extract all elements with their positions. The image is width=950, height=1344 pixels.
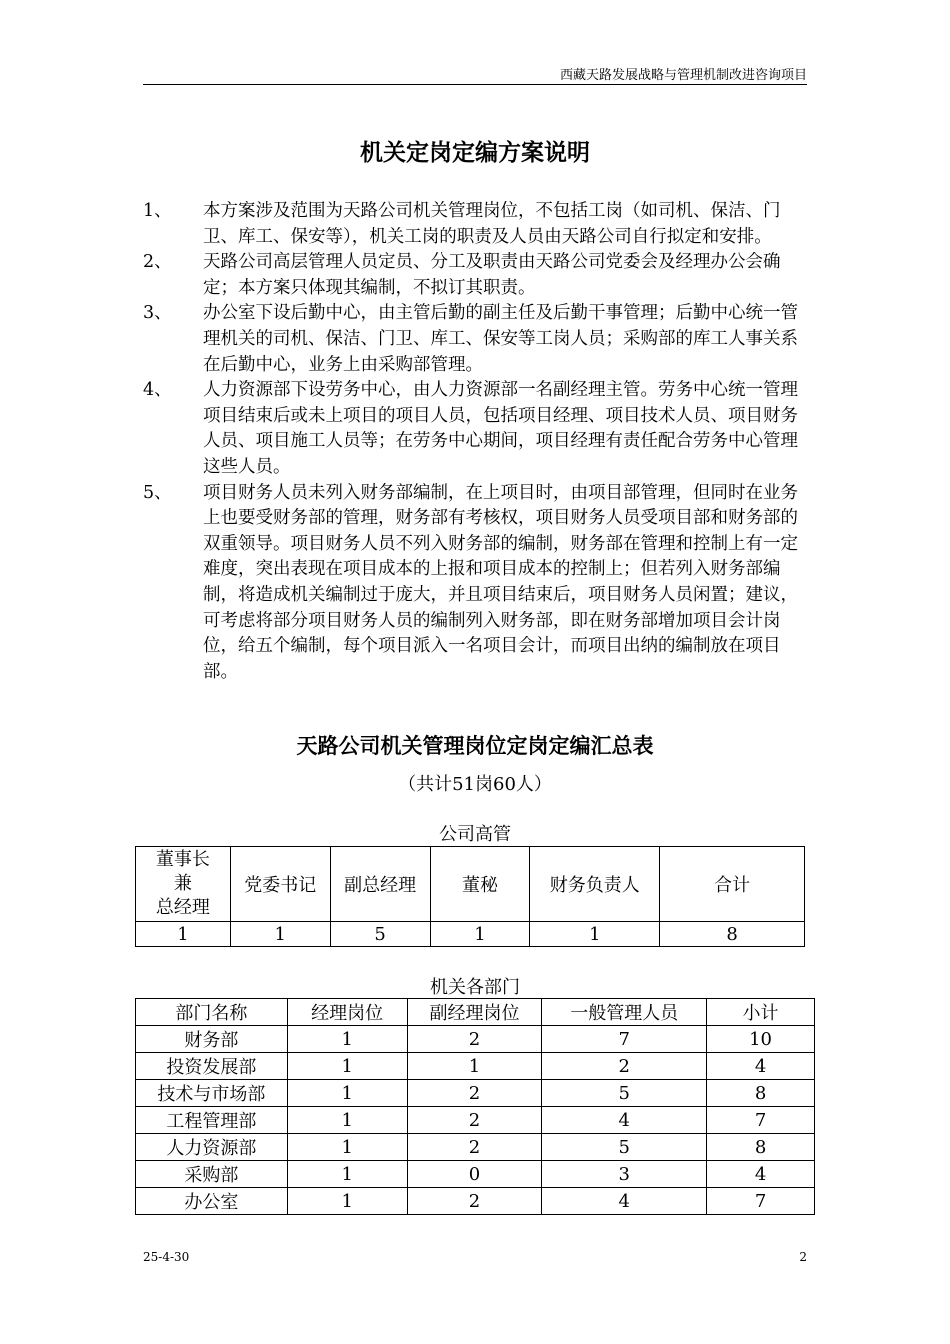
list-item xyxy=(143,301,808,378)
table-cell: 1 xyxy=(287,1161,407,1188)
table-cell: 7 xyxy=(707,1188,815,1215)
table-cell: 1 xyxy=(287,1026,407,1053)
table-header-cell: 党委书记 xyxy=(230,847,330,922)
note-text: 办公室下设后勤中心，由主管后勤的副主任及后勤干事管理；后勤中心统一管理机关的司机、保洁、门卫、库工、保安等工岗人员；采购部的库工人事关系在后勤中心，业务上由采购部管理。 xyxy=(203,303,798,375)
note-number: 2、 xyxy=(143,252,172,273)
page-number: 2 xyxy=(799,1250,807,1264)
table-cell: 4 xyxy=(707,1161,815,1188)
header-project: 西藏天路发展战略与管理机制改进咨询项目 xyxy=(559,68,807,83)
table-cell: 2 xyxy=(542,1053,707,1080)
list-item xyxy=(143,250,808,301)
table-cell: 投资发展部 xyxy=(136,1053,288,1080)
page-title: 机关定岗定编方案说明 xyxy=(360,140,590,166)
note-number: 5、 xyxy=(143,482,172,503)
table-header-row xyxy=(136,999,815,1026)
note-text: 本方案涉及范围为天路公司机关管理岗位，不包括工岗（如司机、保洁、门卫、库工、保安等），机关工岗的职责及人员由天路公司自行拟定和安排。 xyxy=(203,201,781,247)
table-header-cell: 董秘 xyxy=(430,847,530,922)
table-cell: 3 xyxy=(542,1161,707,1188)
table-row xyxy=(136,1161,815,1188)
table-cell: 技术与市场部 xyxy=(136,1080,288,1107)
table-row xyxy=(136,1188,815,1215)
table-cell: 4 xyxy=(707,1053,815,1080)
exec-table-caption: 公司高管 xyxy=(439,824,511,845)
table-header-row xyxy=(136,847,805,922)
table-cell: 人力资源部 xyxy=(136,1134,288,1161)
table-cell: 2 xyxy=(407,1026,542,1053)
table-cell: 2 xyxy=(407,1107,542,1134)
table-header-cell: 财务负责人 xyxy=(530,847,660,922)
table-cell: 7 xyxy=(542,1026,707,1053)
table-cell: 8 xyxy=(660,922,805,947)
table-row xyxy=(136,1026,815,1053)
table-cell: 工程管理部 xyxy=(136,1107,288,1134)
table-cell: 5 xyxy=(542,1080,707,1107)
table-cell: 0 xyxy=(407,1161,542,1188)
table-cell: 1 xyxy=(430,922,530,947)
list-item xyxy=(143,378,808,480)
footer-date: 25-4-30 xyxy=(143,1250,190,1264)
note-text: 项目财务人员未列入财务部编制，在上项目时，由项目部管理，但同时在业务上也要受财务部的管理，财务部有考核权，项目财务人员受项目部和财务部的双重领导。项目财务人员不列入财务部的编制，财务部在管理和控制上有一定难度，突出表现在项目成本的上报和项目成本的控制上；但若列入财务部编制，将造成机关编制过于庞大，并且项目结束后，项目财务人员闲置；建议，可考虑将部分项目财务人员的编制列入财务部，即在财务部增加项目会计岗位，给五个编制，每个项目派入一名项目会计，而项目出纳的编制放在项目部。 xyxy=(203,482,798,682)
table-cell: 1 xyxy=(230,922,330,947)
summary-subtitle: （共计51岗60人） xyxy=(398,774,552,795)
note-text: 天路公司高层管理人员定员、分工及职责由天路公司党委会及经理办公会确定；本方案只体现其编制，不拟订其职责。 xyxy=(203,252,781,298)
table-cell: 8 xyxy=(707,1080,815,1107)
table-cell: 2 xyxy=(407,1134,542,1161)
table-cell: 5 xyxy=(542,1134,707,1161)
table-cell: 1 xyxy=(287,1080,407,1107)
table-header-cell: 副总经理 xyxy=(330,847,430,922)
table-row xyxy=(136,1107,815,1134)
table-row xyxy=(136,1053,815,1080)
note-number: 4、 xyxy=(143,380,172,401)
table-cell: 1 xyxy=(530,922,660,947)
header-line: 兼 xyxy=(173,873,192,894)
table-cell: 1 xyxy=(407,1053,542,1080)
header-line: 董事长 xyxy=(155,849,210,870)
table-cell: 10 xyxy=(707,1026,815,1053)
table-cell: 1 xyxy=(287,1107,407,1134)
table-row xyxy=(136,922,805,947)
table-header-cell: 副经理岗位 xyxy=(407,999,542,1026)
table-header-cell: 经理岗位 xyxy=(287,999,407,1026)
summary-title: 天路公司机关管理岗位定岗定编汇总表 xyxy=(296,734,654,758)
table-cell: 4 xyxy=(542,1188,707,1215)
table-cell: 1 xyxy=(287,1053,407,1080)
header-divider xyxy=(143,84,807,85)
table-cell: 2 xyxy=(407,1080,542,1107)
list-item xyxy=(143,481,808,686)
table-cell: 7 xyxy=(707,1107,815,1134)
exec-table xyxy=(135,846,805,947)
table-header-cell: 小计 xyxy=(707,999,815,1026)
table-cell: 4 xyxy=(542,1107,707,1134)
list-item xyxy=(143,199,808,250)
table-cell: 1 xyxy=(287,1134,407,1161)
table-row xyxy=(136,1080,815,1107)
dept-table xyxy=(135,998,815,1215)
header-line: 总经理 xyxy=(155,897,210,918)
table-cell: 财务部 xyxy=(136,1026,288,1053)
table-cell: 1 xyxy=(287,1188,407,1215)
note-number: 3、 xyxy=(143,303,172,324)
note-text: 人力资源部下设劳务中心，由人力资源部一名副经理主管。劳务中心统一管理项目结束后或未上项目的项目人员，包括项目经理、项目技术人员、项目财务人员、项目施工人员等；在劳务中心期间，项目经理有责任配合劳务中心管理这些人员。 xyxy=(203,380,798,477)
dept-table-caption: 机关各部门 xyxy=(430,977,520,998)
dept-table-body xyxy=(136,1026,815,1215)
table-header-cell xyxy=(136,847,231,922)
table-header-cell: 一般管理人员 xyxy=(542,999,707,1026)
table-cell: 采购部 xyxy=(136,1161,288,1188)
table-cell: 8 xyxy=(707,1134,815,1161)
table-row xyxy=(136,1134,815,1161)
table-cell: 2 xyxy=(407,1188,542,1215)
table-cell: 5 xyxy=(330,922,430,947)
table-cell: 办公室 xyxy=(136,1188,288,1215)
table-header-cell: 合计 xyxy=(660,847,805,922)
notes-list xyxy=(143,199,808,685)
table-header-cell: 部门名称 xyxy=(136,999,288,1026)
table-cell: 1 xyxy=(136,922,231,947)
note-number: 1、 xyxy=(143,201,172,221)
